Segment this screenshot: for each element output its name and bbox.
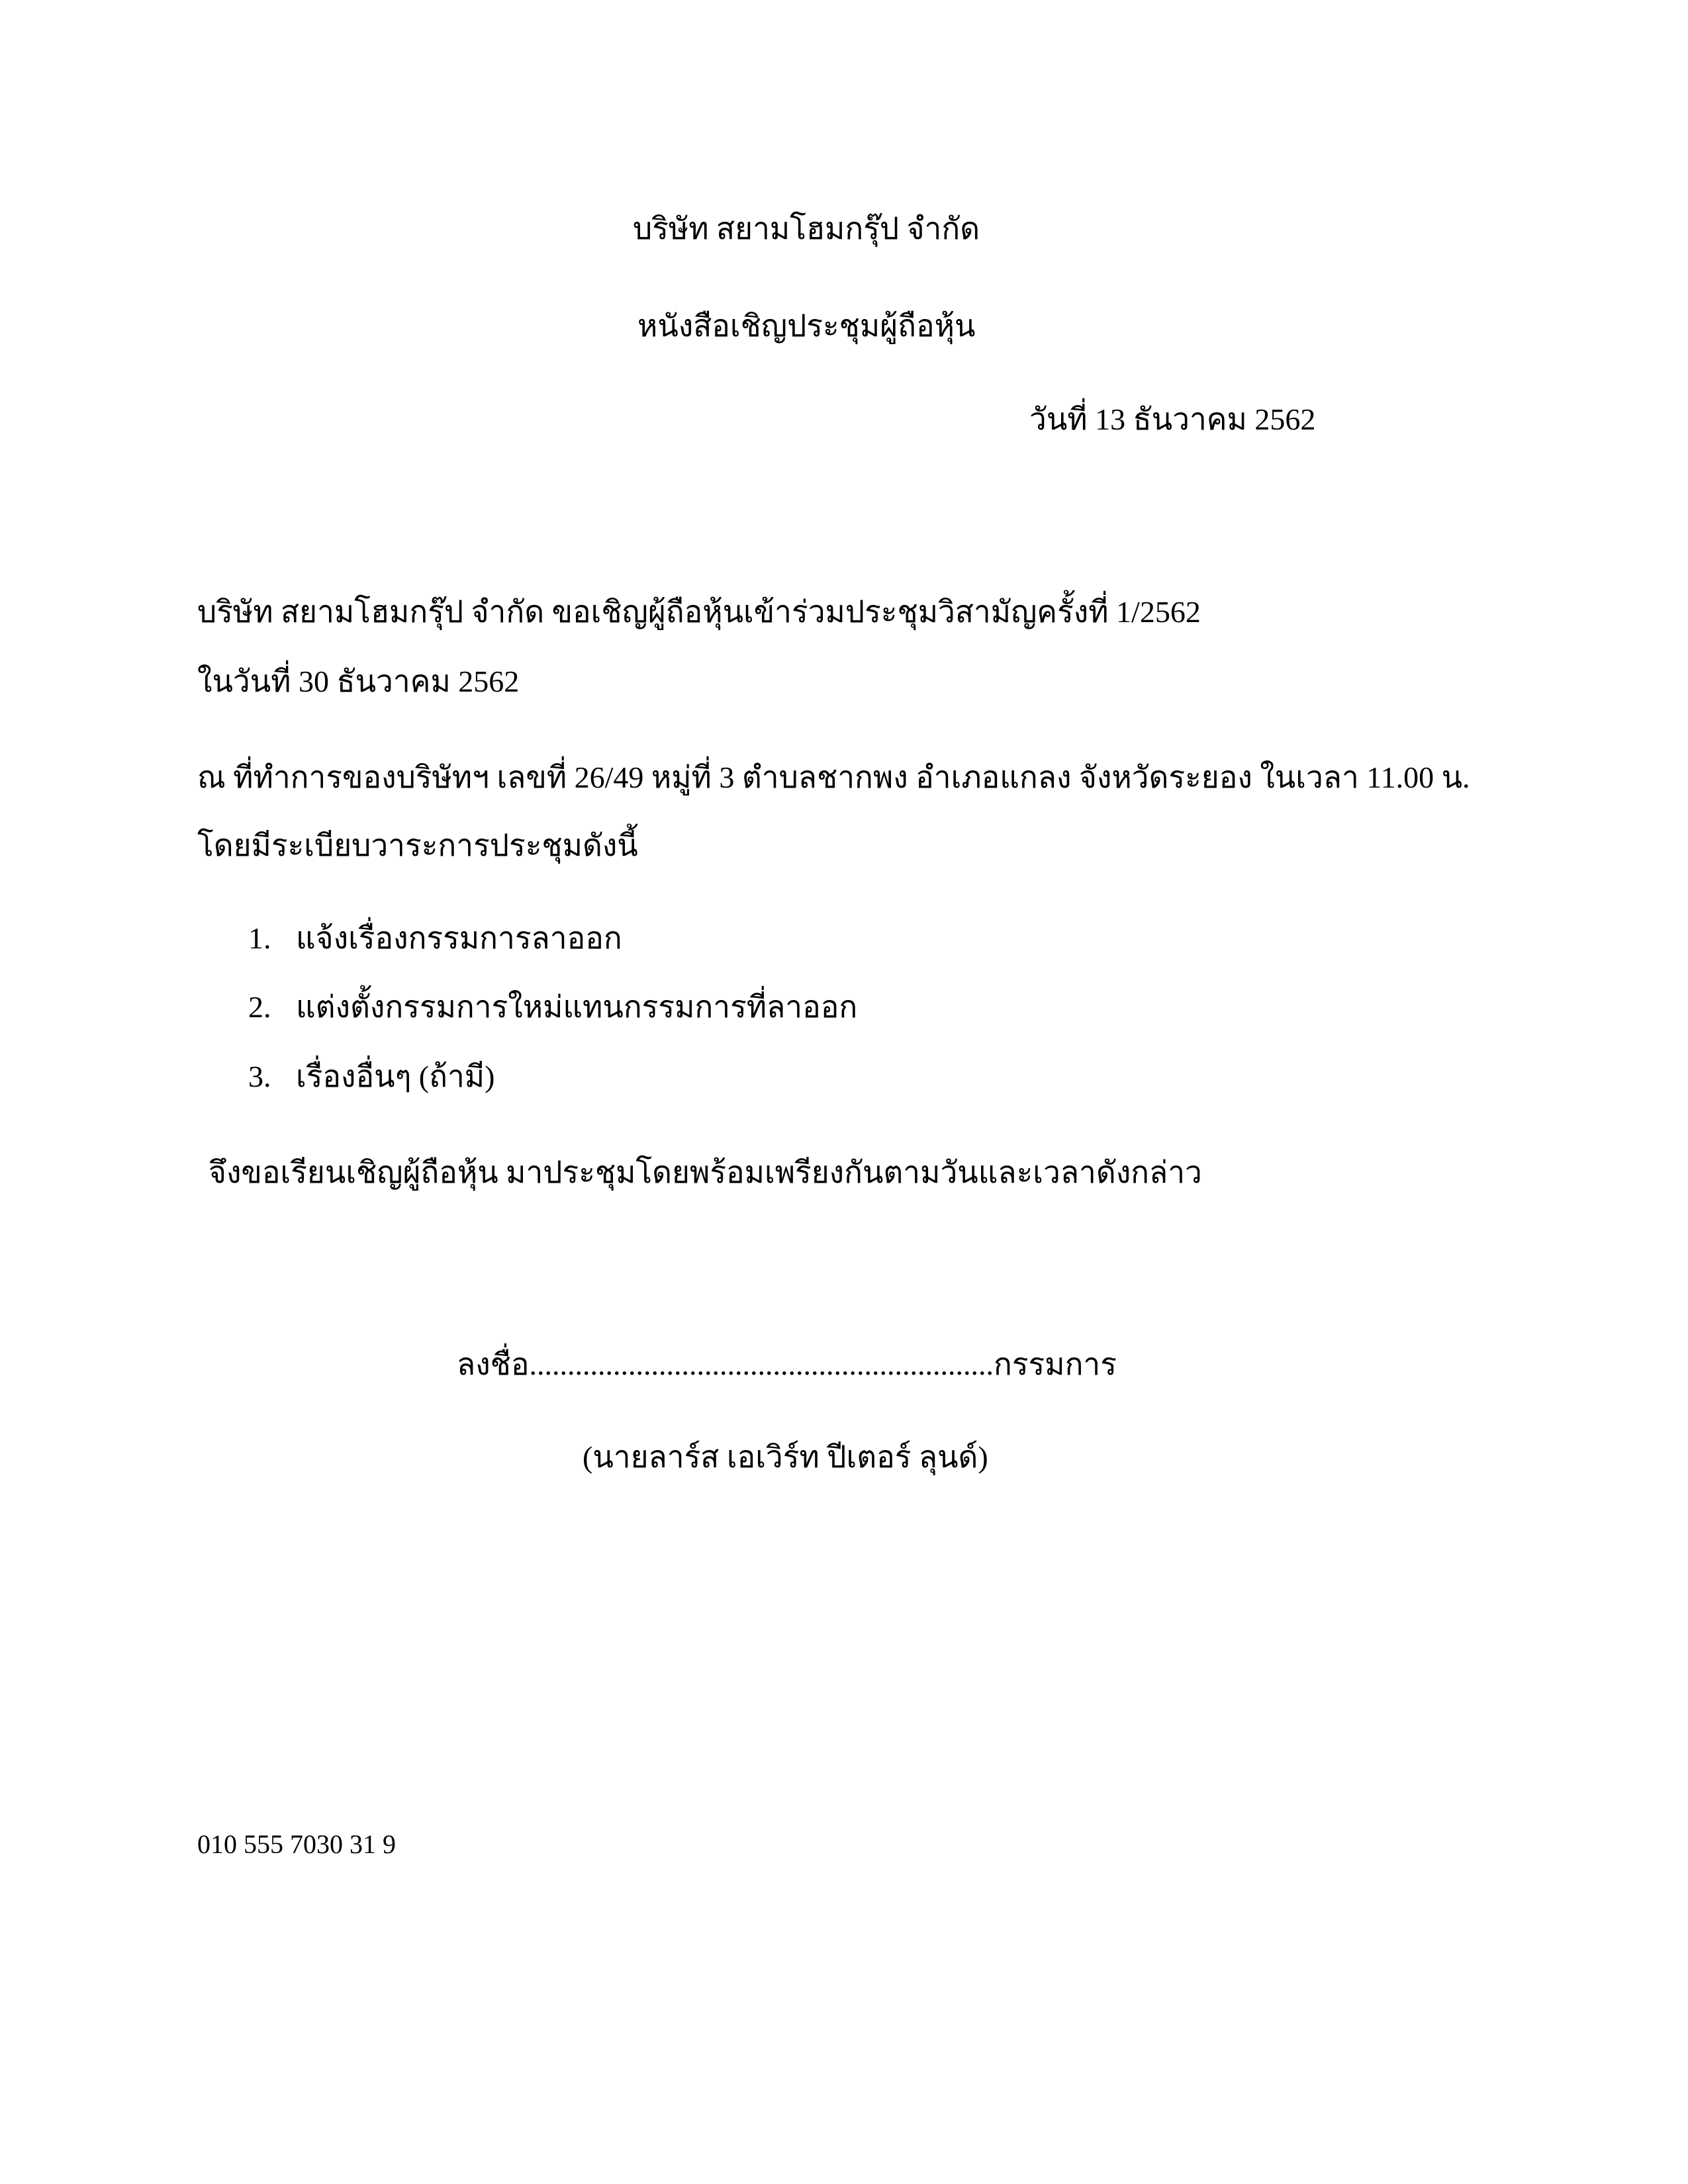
agenda-item-number: 1. [248, 921, 271, 955]
document-date: วันที่ 13 ธันวาคม 2562 [1029, 402, 1316, 436]
agenda-item-text: แต่งตั้งกรรมการใหม่แทนกรรมการที่ลาออก [296, 990, 858, 1024]
registration-number: 010 555 7030 31 9 [197, 1829, 396, 1859]
signatory-name: (นายลาร์ส เอเวิร์ท ปีเตอร์ ลุนด์) [583, 1440, 988, 1474]
agenda-item-text: แจ้งเรื่องกรรมการลาออก [296, 921, 622, 955]
agenda-item [248, 919, 622, 958]
closing-paragraph: จึงขอเรียนเชิญผู้ถือหุ้น มาประชุมโดยพร้อมเพรียงกันตามวันและเวลาดังกล่าว [209, 1156, 1202, 1189]
agenda-item-number: 3. [248, 1060, 271, 1093]
invitation-paragraph-line-1: บริษัท สยามโฮมกรุ๊ป จำกัด ขอเชิญผู้ถือหุ้นเข้าร่วมประชุมวิสามัญครั้งที่ 1/2562 [197, 595, 1201, 629]
agenda-item-text: เรื่องอื่นๆ (ถ้ามี) [296, 1060, 495, 1093]
company-name-heading: บริษัท สยามโฮมกรุ๊ป จำกัด [633, 212, 980, 246]
document-title: หนังสือเชิญประชุมผู้ถือหุ้น [637, 309, 976, 343]
agenda-item [248, 987, 857, 1027]
venue-paragraph-line-1: ณ ที่ทำการของบริษัทฯ เลขที่ 26/49 หมู่ที่ 3 ตำบลชากพง อำเภอแกลง จังหวัดระยอง ในเวลา 11.00 น. [197, 760, 1470, 794]
invitation-paragraph-line-2: ในวันที่ 30 ธันวาคม 2562 [197, 664, 520, 698]
agenda-item [248, 1057, 494, 1097]
agenda-item-number: 2. [248, 990, 271, 1024]
venue-paragraph-line-2: โดยมีระเบียบวาระการประชุมดังนี้ [197, 829, 638, 862]
signature-line: ลงชื่อ.............................................................กรรมการ [457, 1347, 1117, 1381]
